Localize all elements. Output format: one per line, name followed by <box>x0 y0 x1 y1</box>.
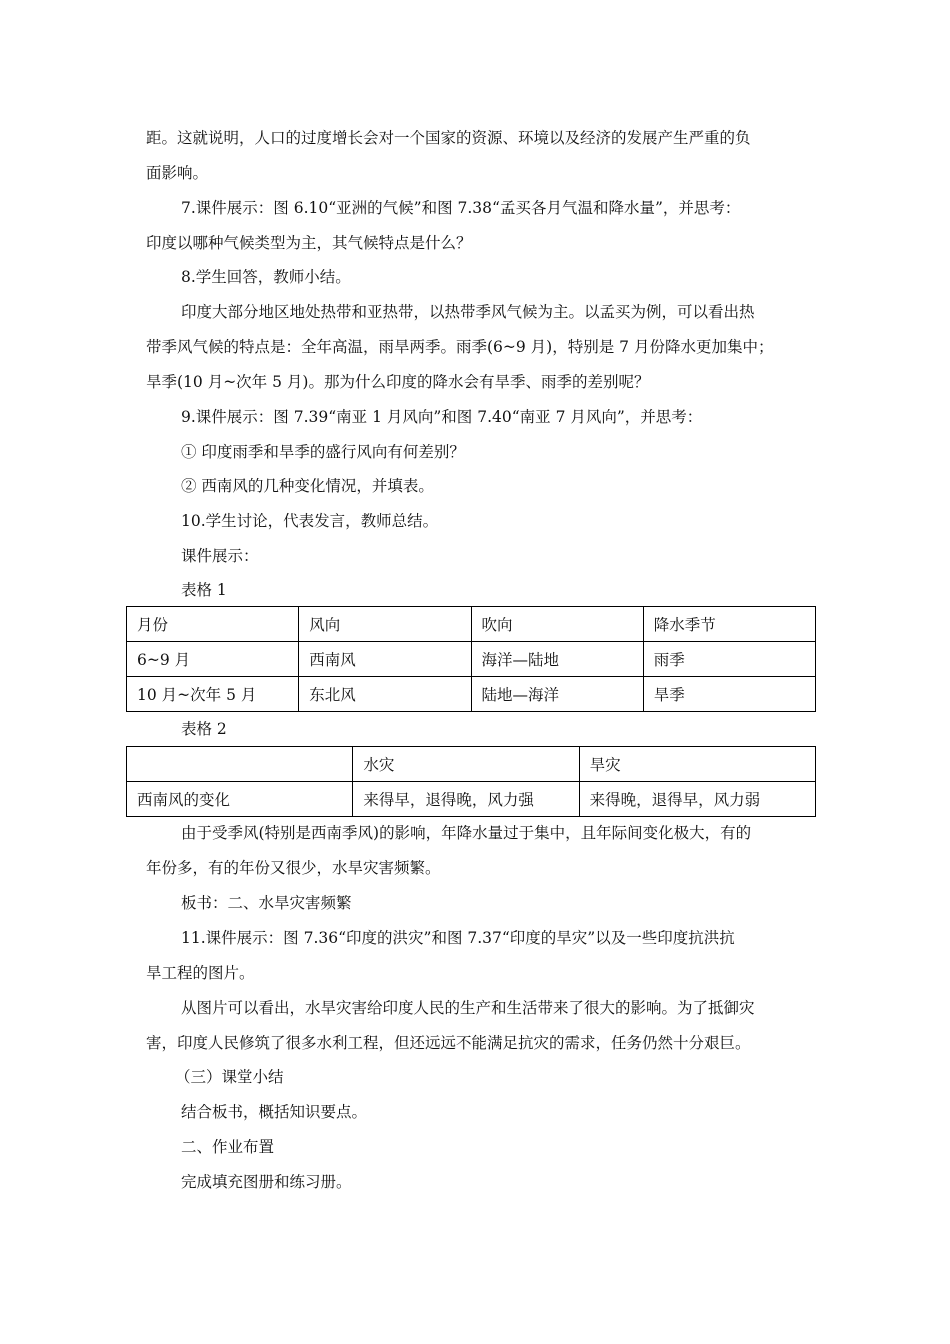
table-cell: 来得早，退得晚，风力强 <box>353 782 579 817</box>
table-cell: 10 月~次年 5 月 <box>127 677 299 712</box>
board-note: 板书：二、水旱灾害频繁 <box>181 894 352 912</box>
table-row <box>127 642 816 677</box>
table-cell: 雨季 <box>643 642 815 677</box>
paragraph-line: 结合板书，概括知识要点。 <box>181 1103 368 1121</box>
table-cell: 西南风的变化 <box>127 782 353 817</box>
paragraph-line: ① 印度雨季和旱季的盛行风向有何差别？ <box>181 443 465 461</box>
table-row <box>127 782 816 817</box>
section-heading: （三）课堂小结 <box>175 1068 284 1086</box>
paragraph-line: 9.课件展示：图 7.39“南亚 1 月风向”和图 7.40“南亚 7 月风向”，并思考： <box>181 408 703 426</box>
table-cell: 旱季 <box>643 677 815 712</box>
table-cell <box>127 747 353 782</box>
paragraph-line: 从图片可以看出，水旱灾害给印度人民的生产和生活带来了很大的影响。为了抵御灾 <box>181 999 755 1017</box>
table-cell: 6~9 月 <box>127 642 299 677</box>
paragraph-line: 年份多，有的年份又很少，水旱灾害频繁。 <box>146 859 441 877</box>
table-cell: 旱灾 <box>579 747 815 782</box>
paragraph-line: ② 西南风的几种变化情况，并填表。 <box>181 477 434 495</box>
paragraph-line: 面影响。 <box>146 164 209 182</box>
paragraph-line: 11.课件展示：图 7.36“印度的洪灾”和图 7.37“印度的旱灾”以及一些印度抗洪抗 <box>181 929 735 947</box>
table-cell: 陆地—海洋 <box>471 677 643 712</box>
table-cell: 风向 <box>299 607 471 642</box>
paragraph-line: 由于受季风(特别是西南季风)的影响，年降水量过于集中，且年际间变化极大，有的 <box>181 824 752 842</box>
paragraph-line: 8.学生回答，教师小结。 <box>181 268 351 286</box>
paragraph-line: 距。这就说明，人口的过度增长会对一个国家的资源、环境以及经济的发展产生严重的负 <box>146 129 751 147</box>
table-cell: 东北风 <box>299 677 471 712</box>
table-header-row <box>127 747 816 782</box>
paragraph-line: 完成填充图册和练习册。 <box>181 1173 352 1191</box>
table-cell: 月份 <box>127 607 299 642</box>
table-cell: 降水季节 <box>643 607 815 642</box>
table-caption: 表格 1 <box>181 581 227 599</box>
table-1 <box>126 606 816 712</box>
paragraph-line: 旱季(10 月~次年 5 月)。那为什么印度的降水会有旱季、雨季的差别呢？ <box>146 373 650 391</box>
paragraph-line: 带季风气候的特点是：全年高温，雨旱两季。雨季(6~9 月)，特别是 7 月份降水更加集中； <box>146 338 774 356</box>
paragraph-line: 旱工程的图片。 <box>146 964 255 982</box>
table-2 <box>126 746 816 817</box>
table-cell: 吹向 <box>471 607 643 642</box>
table-cell: 海洋—陆地 <box>471 642 643 677</box>
paragraph-line: 印度大部分地区地处热带和亚热带，以热带季风气候为主。以孟买为例，可以看出热 <box>181 303 755 321</box>
paragraph-line: 印度以哪种气候类型为主，其气候特点是什么？ <box>146 234 472 252</box>
paragraph-line: 害，印度人民修筑了很多水利工程，但还远远不能满足抗灾的需求，任务仍然十分艰巨。 <box>146 1034 751 1052</box>
section-heading: 二、作业布置 <box>181 1138 275 1156</box>
table-cell: 水灾 <box>353 747 579 782</box>
paragraph-line: 7.课件展示：图 6.10“亚洲的气候”和图 7.38“孟买各月气温和降水量”，并思考： <box>181 199 741 217</box>
paragraph-line: 课件展示： <box>181 547 259 565</box>
table-header-row <box>127 607 816 642</box>
table-cell: 西南风 <box>299 642 471 677</box>
table-row <box>127 677 816 712</box>
paragraph-line: 10.学生讨论，代表发言，教师总结。 <box>181 512 439 530</box>
table-caption: 表格 2 <box>181 720 227 738</box>
table-cell: 来得晚，退得早，风力弱 <box>579 782 815 817</box>
